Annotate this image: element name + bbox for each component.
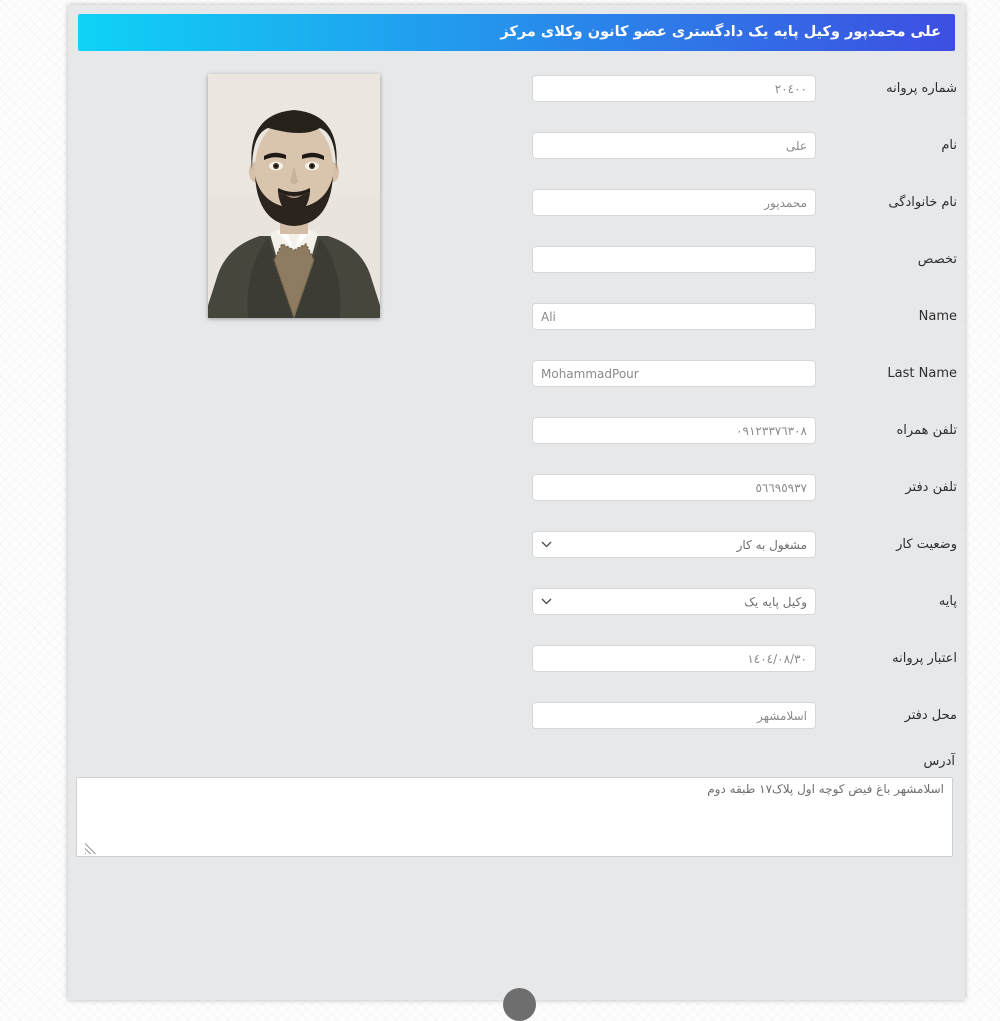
field-input[interactable] <box>532 474 816 501</box>
field-label: وضعیت کار <box>896 537 957 552</box>
field-label: تلفن همراه <box>896 423 957 438</box>
field-input[interactable] <box>532 645 816 672</box>
field-label: Name <box>918 309 957 324</box>
field-input[interactable] <box>532 75 816 102</box>
form-row <box>68 60 965 117</box>
field-input[interactable] <box>532 360 816 387</box>
form-row <box>68 402 965 459</box>
chevron-down-icon <box>541 541 552 548</box>
address-label: آدرس <box>923 754 955 769</box>
field-label: تخصص <box>917 252 957 267</box>
field-input[interactable] <box>532 246 816 273</box>
field-input[interactable] <box>532 702 816 729</box>
form-row <box>68 117 965 174</box>
form-row <box>68 345 965 402</box>
address-field-wrap <box>82 777 953 857</box>
form-row <box>68 174 965 231</box>
field-label: شماره پروانه <box>886 81 957 96</box>
form-row <box>68 687 965 744</box>
field-label: Last Name <box>887 366 957 381</box>
scroll-top-button[interactable] <box>503 988 536 1021</box>
lawyer-portrait-photo <box>208 74 380 318</box>
page-title: علی محمدپور وکیل پایه یک دادگستری عضو کانون وکلای مرکز <box>78 14 955 51</box>
field-label: نام خانوادگی <box>888 195 957 210</box>
address-section <box>68 754 965 857</box>
address-textarea[interactable] <box>76 777 953 857</box>
field-input[interactable] <box>532 417 816 444</box>
field-input[interactable] <box>532 189 816 216</box>
field-label: پایه <box>938 594 957 609</box>
form-row <box>68 630 965 687</box>
field-label: نام <box>941 138 957 153</box>
form-row <box>68 516 965 573</box>
form-row <box>68 231 965 288</box>
form-row <box>68 573 965 630</box>
field-label: اعتبار پروانه <box>892 651 957 666</box>
portrait-illustration <box>208 74 380 318</box>
field-label: تلفن دفتر <box>905 480 957 495</box>
form-row <box>68 288 965 345</box>
field-select[interactable] <box>532 588 816 615</box>
chevron-down-icon <box>541 598 552 605</box>
profile-form <box>68 60 965 744</box>
select-value: وکیل پایه یک <box>744 594 807 609</box>
select-value: مشغول به کار <box>736 537 807 552</box>
field-input[interactable] <box>532 303 816 330</box>
form-row <box>68 459 965 516</box>
field-select[interactable] <box>532 531 816 558</box>
field-label: محل دفتر <box>904 708 957 723</box>
field-input[interactable] <box>532 132 816 159</box>
profile-card <box>68 5 965 1000</box>
